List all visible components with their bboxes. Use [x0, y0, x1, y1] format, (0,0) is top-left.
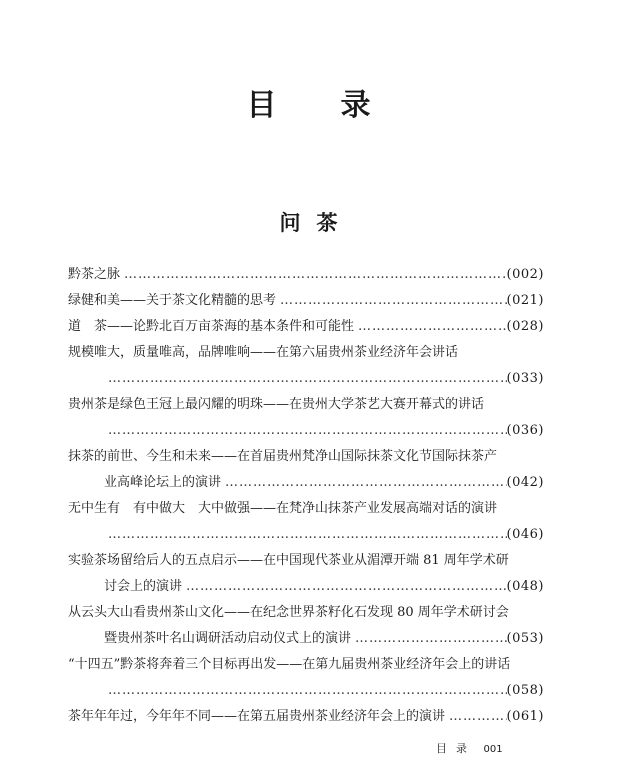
toc-entry	[68, 548, 544, 574]
toc-entry	[68, 288, 544, 314]
page-number: 001	[483, 744, 503, 755]
page-footer	[436, 742, 503, 757]
dot-leader	[120, 262, 507, 288]
dot-leader	[221, 470, 507, 496]
toc-entry-title: 抹茶的前世、今生和未来——在首届贵州梵净山国际抹茶文化节国际抹茶产	[68, 449, 498, 464]
dot-leader	[104, 678, 507, 704]
toc-entry-continuation	[68, 678, 544, 704]
dot-leader	[104, 366, 507, 392]
dot-leader	[276, 288, 507, 314]
toc-entry-continuation	[68, 418, 544, 444]
toc-entry-continuation	[68, 626, 544, 652]
toc-entry-title: 无中生有 有中做大 大中做强——在梵净山抹茶产业发展高端对话的演讲	[68, 501, 498, 516]
toc-entry-continuation	[68, 522, 544, 548]
page-title: 目录	[246, 88, 435, 123]
dot-leader	[351, 626, 507, 652]
toc-entry	[68, 392, 544, 418]
table-of-contents	[68, 262, 544, 730]
toc-entry	[68, 340, 544, 366]
running-title: 目录	[436, 742, 476, 755]
toc-entry-title: 暨贵州茶叶名山调研活动启动仪式上的演讲	[104, 631, 352, 646]
toc-page-number: (028)	[506, 319, 544, 334]
toc-entry	[68, 496, 544, 522]
toc-entry	[68, 314, 544, 340]
dot-leader	[104, 418, 507, 444]
dot-leader	[445, 704, 507, 730]
toc-entry-title: 实验茶场留给后人的五点启示——在中国现代茶业从湄潭开端 81 周年学术研	[68, 553, 509, 568]
toc-entry-title: 贵州茶是绿色王冠上最闪耀的明珠——在贵州大学茶艺大赛开幕式的讲话	[68, 397, 485, 412]
toc-entry-title: “十四五”黔茶将奔着三个目标再出发——在第九届贵州茶业经济年会上的讲话	[68, 657, 511, 672]
toc-page-number: (046)	[506, 527, 544, 542]
toc-entry-title: 茶年年年过，今年年不同——在第五届贵州茶业经济年会上的演讲	[68, 709, 446, 724]
toc-page-number: (036)	[506, 423, 544, 438]
toc-page-number: (021)	[506, 293, 544, 308]
toc-entry-continuation	[68, 470, 544, 496]
toc-page-number: (048)	[506, 579, 544, 594]
toc-entry-title: 从云头大山看贵州茶山文化——在纪念世界茶籽化石发现 80 周年学术研讨会	[68, 605, 509, 620]
toc-page-number: (061)	[506, 709, 544, 724]
toc-page-number: (058)	[506, 683, 544, 698]
toc-entry-continuation	[68, 574, 544, 600]
toc-entry-title: 黔茶之脉	[68, 267, 121, 282]
section-title: 问茶	[279, 210, 354, 235]
toc-entry	[68, 652, 544, 678]
toc-entry	[68, 704, 544, 730]
toc-entry-title: 业高峰论坛上的演讲	[104, 475, 222, 490]
toc-entry-title: 规模唯大，质量唯高，品牌唯响——在第六届贵州茶业经济年会讲话	[68, 345, 459, 360]
toc-page-number: (053)	[506, 631, 544, 646]
dot-leader	[182, 574, 507, 600]
toc-page-number: (033)	[506, 371, 544, 386]
dot-leader	[104, 522, 507, 548]
toc-entry-title: 讨会上的演讲	[104, 579, 183, 594]
toc-page-number: (002)	[506, 267, 544, 282]
toc-entry-continuation	[68, 366, 544, 392]
toc-entry	[68, 600, 544, 626]
toc-entry-title: 绿健和美——关于茶文化精髓的思考	[68, 293, 277, 308]
toc-entry	[68, 262, 544, 288]
dot-leader	[354, 314, 507, 340]
toc-page-number: (042)	[506, 475, 544, 490]
toc-entry-title: 道 茶——论黔北百万亩茶海的基本条件和可能性	[68, 319, 355, 334]
toc-entry	[68, 444, 544, 470]
